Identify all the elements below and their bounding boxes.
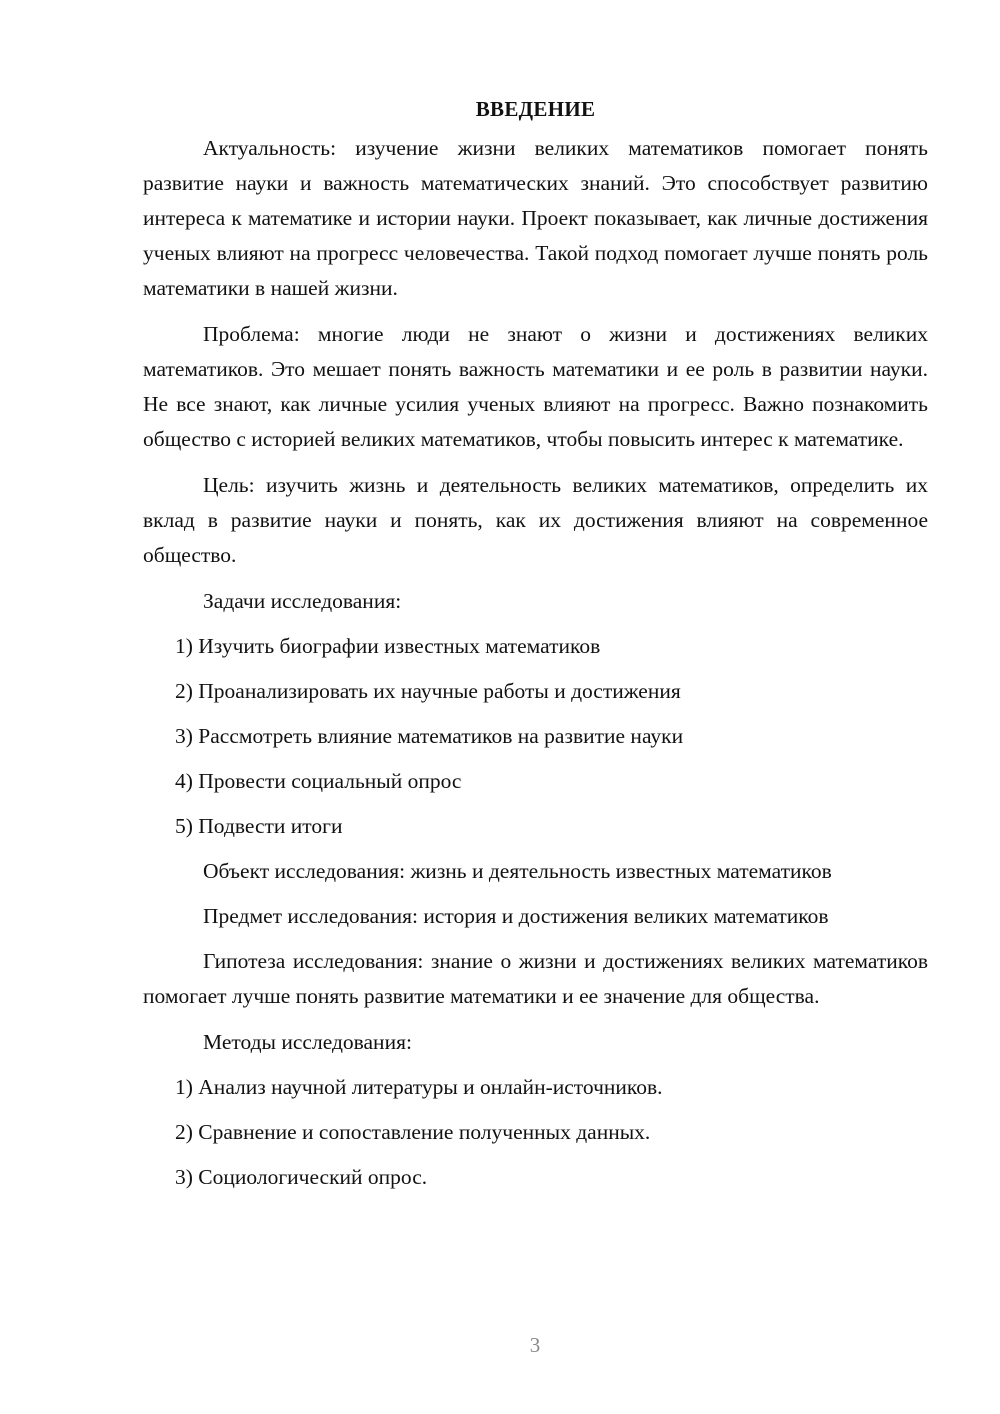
page-number: 3 (529, 1333, 541, 1357)
methods-label: Методы исследования: (203, 1030, 412, 1054)
list-item: 3) Социологический опрос. (175, 1165, 428, 1189)
methods-list (143, 1070, 928, 1195)
page-body (143, 92, 928, 1205)
subject-line: Предмет исследования: история и достижения великих математиков (203, 904, 829, 928)
list-item: 1) Изучить биографии известных математиков (175, 634, 601, 658)
tasks-list (143, 629, 928, 844)
relevance-paragraph: Актуальность: изучение жизни великих математиков помогает понять развитие науки и важность математических знаний. Это способствует развитию интереса к математике и истории науки. Проект показывает, как личные достижения ученых влияют на прогресс человечества. Такой подход помогает лучше понять роль математики в нашей жизни. (143, 136, 928, 300)
list-item: 2) Проанализировать их научные работы и достижения (175, 679, 681, 703)
list-item: 3) Рассмотреть влияние математиков на развитие науки (175, 724, 684, 748)
list-item: 2) Сравнение и сопоставление полученных данных. (175, 1120, 651, 1144)
goal-paragraph: Цель: изучить жизнь и деятельность великих математиков, определить их вклад в развитие науки и понять, как их достижения влияют на современное общество. (143, 473, 928, 567)
tasks-label: Задачи исследования: (203, 589, 402, 613)
list-item: 5) Подвести итоги (175, 814, 343, 838)
section-heading: ВВЕДЕНИЕ (475, 97, 596, 121)
list-item: 4) Провести социальный опрос (175, 769, 462, 793)
problem-paragraph: Проблема: многие люди не знают о жизни и достижениях великих математиков. Это мешает понять важность математики и ее роль в развитии науки. Не все знают, как личные усилия ученых влияют на прогресс. Важно познакомить общество с историей великих математиков, чтобы повысить интерес к математике. (143, 322, 928, 451)
hypothesis-paragraph: Гипотеза исследования: знание о жизни и достижениях великих математиков помогает лучше понять развитие математики и ее значение для общества. (143, 949, 928, 1008)
object-line: Объект исследования: жизнь и деятельность известных математиков (203, 859, 832, 883)
list-item: 1) Анализ научной литературы и онлайн-источников. (175, 1075, 663, 1099)
